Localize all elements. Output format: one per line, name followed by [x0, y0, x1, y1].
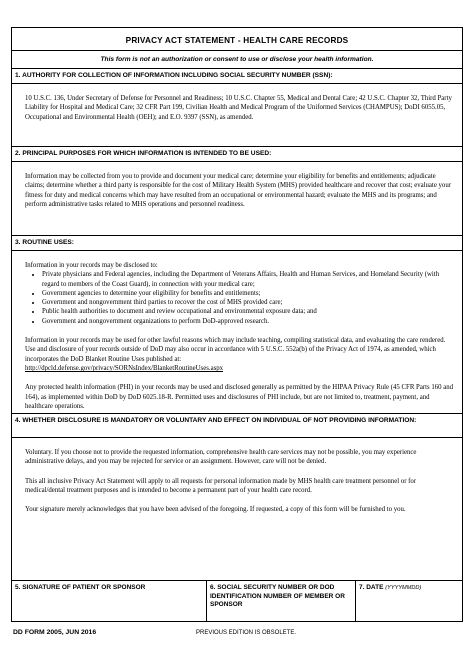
divider: [12, 580, 462, 581]
section-2-text: [25, 172, 455, 209]
divider: [12, 161, 462, 162]
cell-divider: [355, 580, 356, 622]
section-1-heading: 1. AUTHORITY FOR COLLECTION OF INFORMATION INCLUDING SOCIAL SECURITY NUMBER (SSN):: [15, 72, 333, 79]
form-title: PRIVACY ACT STATEMENT - HEALTH CARE RECORDS: [125, 36, 349, 45]
divider: [12, 250, 462, 251]
signature-label: 5. SIGNATURE OF PATIENT OR SPONSOR: [15, 584, 146, 591]
date-label: 7. DATE: [359, 584, 384, 591]
section-3-heading: 3. ROUTINE USES:: [15, 239, 74, 246]
section-4-text: [25, 448, 455, 514]
divider: [12, 68, 462, 69]
list-item: • Private physicians and Federal agencies, including the Department of Veterans Affairs, Health and Human Services, and Homeland Security (with regard to members of the Coast Guard), in connection with your medical care;: [42, 270, 455, 289]
signature-field[interactable]: [15, 584, 203, 620]
section-2-heading: 2. PRINCIPAL PURPOSES FOR WHICH INFORMATION IS INTENDED TO BE USED:: [15, 150, 272, 157]
divider: [12, 50, 462, 51]
ssn-field[interactable]: [210, 584, 352, 620]
privacy-act-form: [11, 27, 463, 622]
form-subtitle: This form is not an authorization or consent to use or disclose your health information.: [100, 56, 374, 63]
divider: [12, 235, 462, 236]
divider: [12, 413, 462, 414]
divider: [12, 83, 462, 84]
date-format-hint: (YYYYMMDD): [385, 585, 422, 591]
divider: [12, 437, 462, 438]
authority-paragraph: 10 U.S.C. 136, Under Secretary of Defense for Personnel and Readiness; 10 U.S.C. Chapter 55, Medical and Dental Care; 42 U.S.C. Chapter 32, Third Party Liability for Hospital and Medical Care; 32 CFR Part 199, Civilian Health and Medical Program of the Uniformed Services (CHAMPUS); DoDI 6055.05, Occupational and Environmental Health (OEH); and E.O. 9397 (SSN), as amended.: [25, 95, 452, 121]
section-1-text: [25, 94, 455, 122]
divider: [12, 146, 462, 147]
obsolete-notice: PREVIOUS EDITION IS OBSOLETE.: [196, 630, 297, 636]
routine-paragraph-2: Information in your records may be used for other lawful reasons which may include teaching, compiling statistical data, and evaluating the care rendered. Use and disclosure of your records outside of DoD may also occur in accordance with 5 U.S.C. 552a(b) of the Privacy Act of 1974, as amended, which incorporates the DoD Blanket Routine Uses published at:: [25, 337, 446, 363]
list-item: • Government agencies to determine your eligibility for benefits and entitlements;: [42, 289, 455, 298]
routine-paragraph-3: Any protected health information (PHI) in your records may be used and disclosed generally as permitted by the HIPAA Privacy Rule (45 CFR Parts 160 and 164), as implemented within DoD by DoD 6025.18-R. Permitted uses and disclosures of PHI include, but are not limited to, treatment, payment, and healthcare operations.: [25, 384, 454, 410]
ssn-label: 6. SOCIAL SECURITY NUMBER OR DOD IDENTIFICATION NUMBER OF MEMBER OR SPONSOR: [210, 584, 345, 609]
disclosure-paragraph-2: This all inclusive Privacy Act Statement will apply to all requests for personal information made by MHS health care treatment personnel or for medical/dental treatment purposes and is intended to become a permanent part of your health care record.: [25, 477, 417, 494]
list-item: • Government and nongovernment third parties to recover the cost of MHS provided care;: [42, 298, 455, 307]
blanket-routine-uses-link[interactable]: http://dpcld.defense.gov/privacy/SORNsIndex/BlanketRoutineUses.aspx: [25, 364, 224, 372]
cell-divider: [206, 580, 207, 622]
section-3-text: [25, 261, 455, 411]
list-item: • Public health authorities to document and review occupational and environmental exposure data; and: [42, 307, 455, 316]
purposes-paragraph: Information may be collected from you to provide and document your medical care; determine your eligibility for benefits and entitlements; adjudicate claims; determine whether a third party is responsible for the cost of Military Health System (MHS) provided healthcare and recover that cost; evaluate your fitness for duty and medical concerns which may have resulted from an occupational or environmental hazard; evaluate the MHS and its programs; and perform administrative tasks related to MHS operations and personnel readiness.: [25, 173, 451, 208]
list-item: • Government and nongovernment organizations to perform DoD-approved research.: [42, 317, 455, 326]
section-4-heading: 4. WHETHER DISCLOSURE IS MANDATORY OR VOLUNTARY AND EFFECT ON INDIVIDUAL OF NOT PROVIDING INFORMATION:: [15, 417, 417, 424]
date-field[interactable]: [359, 584, 460, 620]
disclosure-paragraph-1: Voluntary. If you choose not to provide the requested information, comprehensive health care services may not be possible, you may experience administrative delays, and you may be rejected for service or an assignment. However, care will not be denied.: [25, 449, 417, 466]
disclosure-paragraph-3: Your signature merely acknowledges that you have been advised of the foregoing. If requested, a copy of this form will be furnished to you.: [25, 506, 406, 514]
routine-uses-list: [25, 270, 455, 326]
form-number: DD FORM 2005, JUN 2016: [13, 629, 97, 636]
routine-intro: Information in your records may be disclosed to:: [25, 262, 158, 269]
